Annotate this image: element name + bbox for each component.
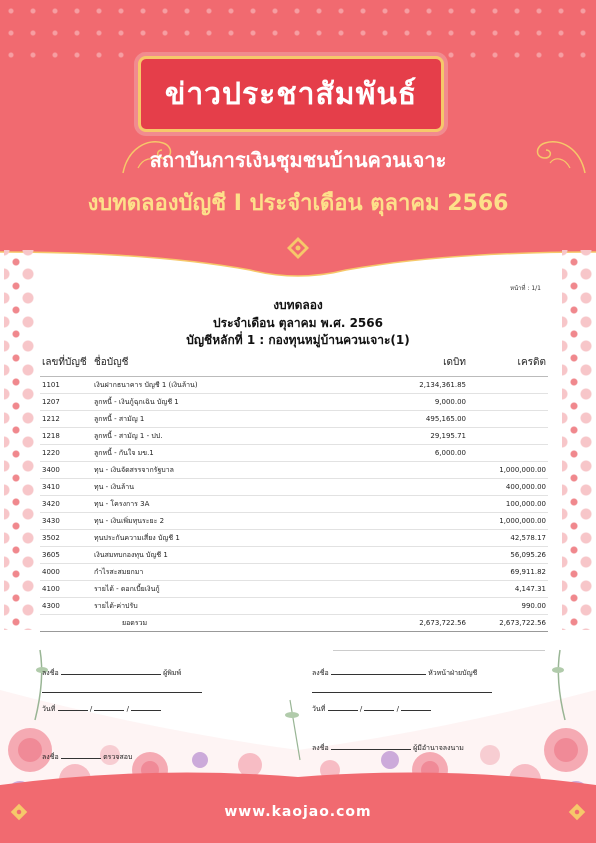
cell-name: ทุน - โครงการ 3A [92, 496, 354, 513]
page-title: ข่าวประชาสัมพันธ์ [164, 76, 418, 112]
cell-credit: 4,147.31 [468, 581, 548, 598]
cell-credit [468, 428, 548, 445]
cell-code: 1212 [40, 411, 92, 428]
cell-name: รายได้-ค่าปรับ [92, 598, 354, 615]
report-period: ประจำเดือน ตุลาคม พ.ศ. 2566 [213, 316, 383, 330]
cell-name: ทุนประกันความเสี่ยง บัญชี 1 [92, 530, 354, 547]
cell-code: 4000 [40, 564, 92, 581]
cell-debit [354, 496, 468, 513]
cell-name: เงินสมทบกองทุน บัญชี 1 [92, 547, 354, 564]
signature-printer-date: วันที่ / / [42, 704, 161, 715]
cell-credit [468, 377, 548, 394]
signature-authorized: ลงชื่อ ผู้มีอำนาจลงนาม [312, 744, 464, 752]
cell-credit: 56,095.26 [468, 547, 548, 564]
column-header-code: เลขที่บัญชี [40, 352, 92, 377]
organization-name: สถาบันการเงินชุมชนบ้านควนเจาะ [149, 148, 447, 172]
cell-credit: 42,578.17 [468, 530, 548, 547]
signature-accounting-head: ลงชื่อ หัวหน้าฝ่ายบัญชี [312, 669, 478, 677]
table-row [40, 428, 548, 445]
signature-accounting-date: วันที่ / / [312, 704, 431, 715]
signature-printer: ลงชื่อ ผู้พิมพ์ [42, 669, 182, 677]
column-header-debit: เดบิท [354, 352, 468, 377]
table-body [40, 377, 548, 632]
cell-name: ลูกหนี้ - เงินกู้ฉุกเฉิน บัญชี 1 [92, 394, 354, 411]
report-account: บัญชีหลักที่ 1 : กองทุนหมู่บ้านควนเจาะ(1) [186, 333, 410, 347]
cell-code: 3430 [40, 513, 92, 530]
table-row [40, 462, 548, 479]
table-row [40, 530, 548, 547]
title-banner [138, 56, 444, 132]
cell-code: 3420 [40, 496, 92, 513]
cell-credit: 100,000.00 [468, 496, 548, 513]
table-row [40, 411, 548, 428]
cell-name: ลูกหนี้ - สามัญ 1 - ปป. [92, 428, 354, 445]
table-row [40, 513, 548, 530]
cell-debit [354, 530, 468, 547]
cell-code: 4300 [40, 598, 92, 615]
cell-name: กำไรสะสมยกมา [92, 564, 354, 581]
total-credit: 2,673,722.56 [468, 615, 548, 632]
table-row [40, 445, 548, 462]
cell-credit [468, 394, 548, 411]
cell-debit: 495,165.00 [354, 411, 468, 428]
signature-checker: ลงชื่อ ตรวจสอบ [42, 753, 133, 761]
cell-name: ทุน - เงินเพิ่มทุนระยะ 2 [92, 513, 354, 530]
signature-accounting-name-line [312, 686, 492, 695]
cell-code: 3400 [40, 462, 92, 479]
cell-debit: 9,000.00 [354, 394, 468, 411]
cell-debit: 2,134,361.85 [354, 377, 468, 394]
table-row [40, 377, 548, 394]
table-row [40, 564, 548, 581]
cell-debit [354, 564, 468, 581]
trial-balance-table [40, 352, 548, 632]
table-header-row [40, 352, 548, 377]
cell-credit: 1,000,000.00 [468, 462, 548, 479]
total-spacer [40, 615, 92, 632]
cell-debit [354, 598, 468, 615]
cell-credit [468, 411, 548, 428]
cell-code: 1101 [40, 377, 92, 394]
footer-wave [0, 765, 596, 789]
table-row [40, 479, 548, 496]
table-row [40, 496, 548, 513]
separator-line [333, 650, 545, 651]
table-row [40, 581, 548, 598]
cell-name: ลูกหนี้ - กันใจ มข.1 [92, 445, 354, 462]
total-label: ยอดรวม [92, 615, 354, 632]
cell-debit [354, 479, 468, 496]
cell-name: ทุน - เงินล้าน [92, 479, 354, 496]
cell-credit: 990.00 [468, 598, 548, 615]
cell-code: 3502 [40, 530, 92, 547]
signature-printer-name-line [42, 686, 202, 695]
table-row [40, 547, 548, 564]
cell-debit [354, 513, 468, 530]
page-number: หน้าที่ : 1/1 [510, 285, 541, 292]
cell-code: 3605 [40, 547, 92, 564]
cell-debit [354, 462, 468, 479]
cell-code: 1207 [40, 394, 92, 411]
cell-code: 1218 [40, 428, 92, 445]
table-row [40, 598, 548, 615]
cell-credit: 400,000.00 [468, 479, 548, 496]
report-subtitle: งบทดลองบัญชี I ประจำเดือน ตุลาคม 2566 [87, 191, 509, 216]
cell-code: 3410 [40, 479, 92, 496]
website-link[interactable]: www.kaojao.com [224, 804, 372, 820]
cell-debit [354, 581, 468, 598]
cell-name: ทุน - เงินจัดสรรจากรัฐบาล [92, 462, 354, 479]
total-debit: 2,673,722.56 [354, 615, 468, 632]
cell-name: เงินฝากธนาคาร บัญชี 1 (เงินล้าน) [92, 377, 354, 394]
column-header-name: ชื่อบัญชี [92, 352, 354, 377]
cell-credit: 69,911.82 [468, 564, 548, 581]
cell-debit [354, 547, 468, 564]
cell-debit: 6,000.00 [354, 445, 468, 462]
cell-debit: 29,195.71 [354, 428, 468, 445]
cell-credit: 1,000,000.00 [468, 513, 548, 530]
table-total-row [40, 615, 548, 632]
column-header-credit: เครดิต [468, 352, 548, 377]
cell-name: ลูกหนี้ - สามัญ 1 [92, 411, 354, 428]
cell-code: 4100 [40, 581, 92, 598]
cell-name: รายได้ - ดอกเบี้ยเงินกู้ [92, 581, 354, 598]
cell-code: 1220 [40, 445, 92, 462]
report-title: งบทดลอง [273, 298, 323, 312]
diamond-ornament-icon [286, 236, 310, 260]
table-row [40, 394, 548, 411]
cell-credit [468, 445, 548, 462]
